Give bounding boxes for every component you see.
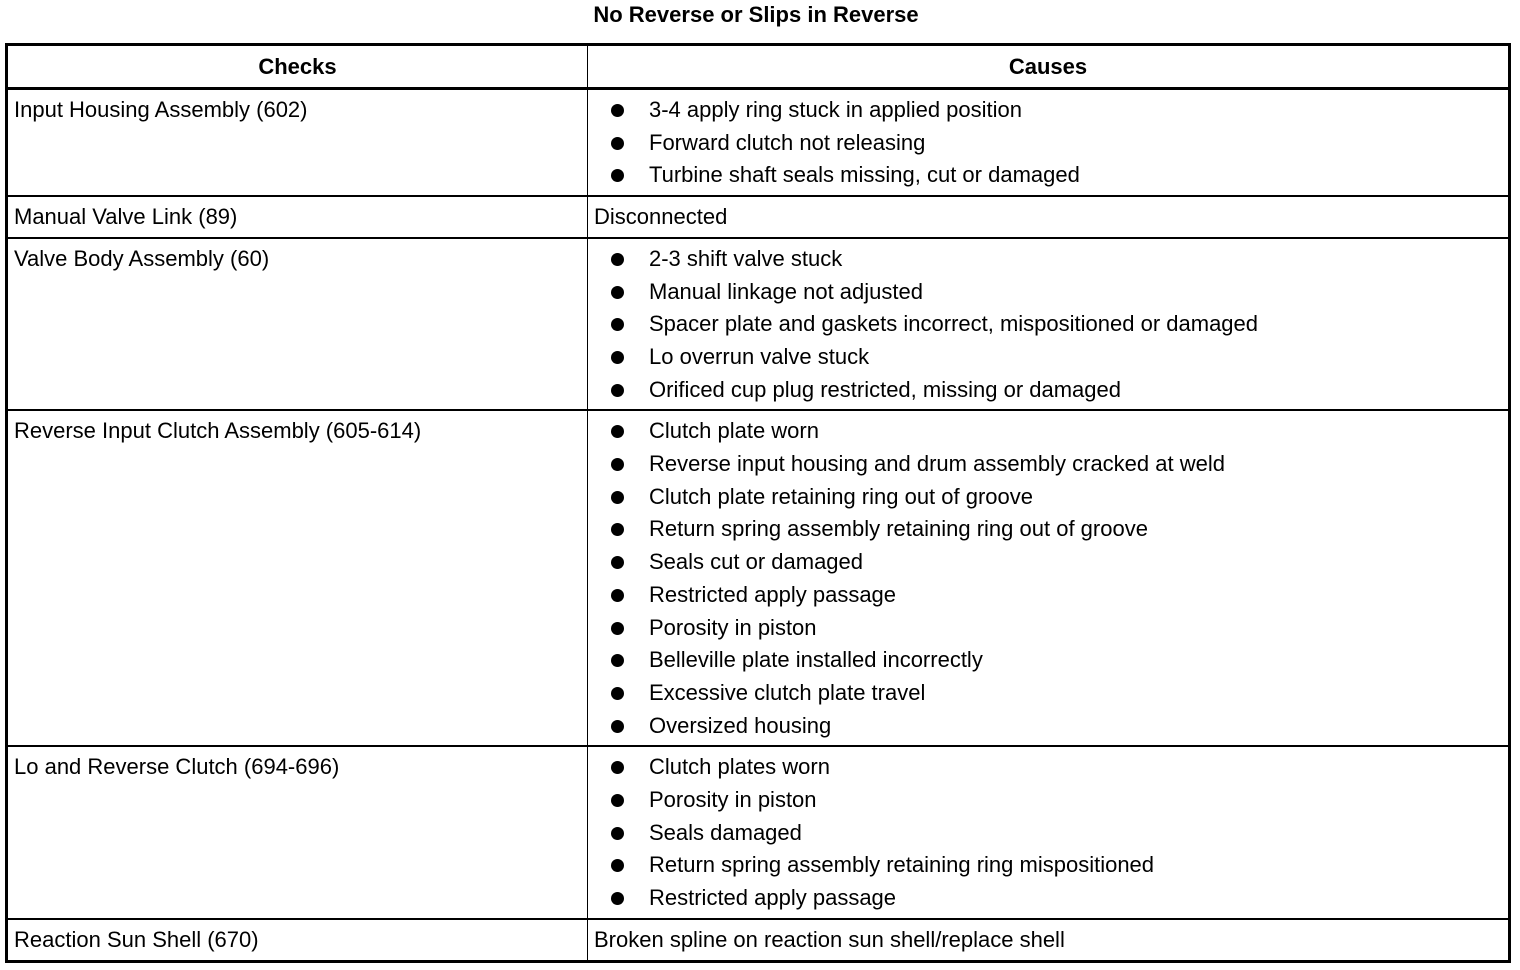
cause-item bbox=[611, 481, 1508, 514]
cause-item bbox=[611, 415, 1508, 448]
cause-item bbox=[611, 374, 1508, 407]
cause-text: Porosity in piston bbox=[649, 614, 817, 640]
header-checks: Checks bbox=[7, 45, 588, 89]
page-title: No Reverse or Slips in Reverse bbox=[593, 2, 919, 27]
cause-item bbox=[611, 243, 1508, 276]
cause-item bbox=[611, 513, 1508, 546]
cause-text: Clutch plate retaining ring out of groove bbox=[649, 483, 1034, 509]
bullet-icon bbox=[611, 425, 624, 438]
bullet-icon bbox=[611, 523, 624, 536]
cause-item bbox=[611, 784, 1508, 817]
bullet-icon bbox=[611, 351, 624, 364]
cause-text: Belleville plate installed incorrectly bbox=[649, 647, 983, 673]
bullet-icon bbox=[611, 458, 624, 471]
causes-list bbox=[594, 415, 1508, 742]
check-cell: Reverse Input Clutch Assembly (605-614) bbox=[7, 410, 588, 746]
causes-list bbox=[594, 243, 1508, 407]
cause-text: Manual linkage not adjusted bbox=[649, 278, 923, 304]
check-cell: Reaction Sun Shell (670) bbox=[7, 919, 588, 961]
cause-item bbox=[611, 677, 1508, 710]
table-row bbox=[7, 410, 1510, 746]
cause-text: 3-4 apply ring stuck in applied position bbox=[649, 97, 1023, 122]
cause-item bbox=[611, 127, 1508, 160]
cause-text: Return spring assembly retaining ring out of groove bbox=[649, 516, 1148, 542]
causes-list bbox=[594, 94, 1508, 192]
bullet-icon bbox=[611, 589, 624, 602]
cause-item bbox=[611, 751, 1508, 784]
bullet-icon bbox=[611, 720, 624, 733]
cause-text: 2-3 shift valve stuck bbox=[649, 245, 843, 271]
bullet-icon bbox=[611, 859, 624, 872]
bullet-icon bbox=[611, 687, 624, 700]
cause-item bbox=[611, 448, 1508, 481]
cause-item bbox=[611, 341, 1508, 374]
cause-item bbox=[611, 710, 1508, 743]
cause-text: Oversized housing bbox=[649, 712, 832, 738]
bullet-icon bbox=[611, 384, 624, 397]
cause-text: Clutch plates worn bbox=[649, 754, 830, 780]
bullet-icon bbox=[611, 827, 624, 840]
cause-item bbox=[611, 159, 1508, 192]
check-cell: Valve Body Assembly (60) bbox=[7, 238, 588, 411]
cause-item bbox=[611, 612, 1508, 645]
cause-text: Return spring assembly retaining ring mispositioned bbox=[649, 852, 1155, 878]
bullet-icon bbox=[611, 794, 624, 807]
bullet-icon bbox=[611, 286, 624, 299]
table-row bbox=[7, 238, 1510, 411]
cause-text: Spacer plate and gaskets incorrect, mispositioned or damaged bbox=[649, 311, 1259, 337]
check-cell: Manual Valve Link (89) bbox=[7, 196, 588, 238]
causes-list bbox=[594, 751, 1508, 915]
bullet-icon bbox=[611, 622, 624, 635]
cause-item bbox=[611, 817, 1508, 850]
cause-text: Clutch plate worn bbox=[649, 418, 819, 444]
cause-text: Excessive clutch plate travel bbox=[649, 679, 926, 705]
cause-text: Lo overrun valve stuck bbox=[649, 343, 870, 369]
cause-item bbox=[611, 882, 1508, 915]
causes-cell bbox=[588, 410, 1510, 746]
header-causes: Causes bbox=[588, 45, 1510, 89]
cause-text: Seals damaged bbox=[649, 819, 802, 845]
cause-text: Restricted apply passage bbox=[649, 581, 897, 607]
bullet-icon bbox=[611, 104, 624, 117]
bullet-icon bbox=[611, 654, 624, 667]
cause-item bbox=[611, 308, 1508, 341]
cause-item bbox=[611, 276, 1508, 309]
table-row bbox=[7, 89, 1510, 197]
cause-text: Seals cut or damaged bbox=[649, 549, 864, 575]
bullet-icon bbox=[611, 491, 624, 504]
bullet-icon bbox=[611, 761, 624, 774]
cause-item bbox=[611, 579, 1508, 612]
causes-cell: Broken spline on reaction sun shell/replace shell bbox=[588, 919, 1510, 961]
check-cell: Input Housing Assembly (602) bbox=[7, 89, 588, 197]
cause-text: Forward clutch not releasing bbox=[649, 129, 926, 155]
cause-item bbox=[611, 849, 1508, 882]
cause-text: Reverse input housing and drum assembly cracked at weld bbox=[649, 451, 1225, 477]
cause-text: Porosity in piston bbox=[649, 787, 817, 813]
diagnosis-table bbox=[5, 43, 1511, 963]
bullet-icon bbox=[611, 169, 624, 182]
table-row bbox=[7, 919, 1510, 961]
cause-text: Turbine shaft seals missing, cut or damaged bbox=[649, 162, 1080, 188]
causes-cell bbox=[588, 89, 1510, 197]
causes-cell bbox=[588, 238, 1510, 411]
bullet-icon bbox=[611, 253, 624, 266]
bullet-icon bbox=[611, 137, 624, 150]
table-row bbox=[7, 746, 1510, 919]
cause-item bbox=[611, 94, 1508, 127]
header-row bbox=[7, 45, 1510, 89]
table-row bbox=[7, 196, 1510, 238]
bullet-icon bbox=[611, 318, 624, 331]
bullet-icon bbox=[611, 556, 624, 569]
bullet-icon bbox=[611, 892, 624, 905]
cause-text: Restricted apply passage bbox=[649, 885, 897, 911]
cause-item bbox=[611, 644, 1508, 677]
cause-text: Orificed cup plug restricted, missing or damaged bbox=[649, 376, 1121, 402]
cause-item bbox=[611, 546, 1508, 579]
causes-cell: Disconnected bbox=[588, 196, 1510, 238]
check-cell: Lo and Reverse Clutch (694-696) bbox=[7, 746, 588, 919]
causes-cell bbox=[588, 746, 1510, 919]
